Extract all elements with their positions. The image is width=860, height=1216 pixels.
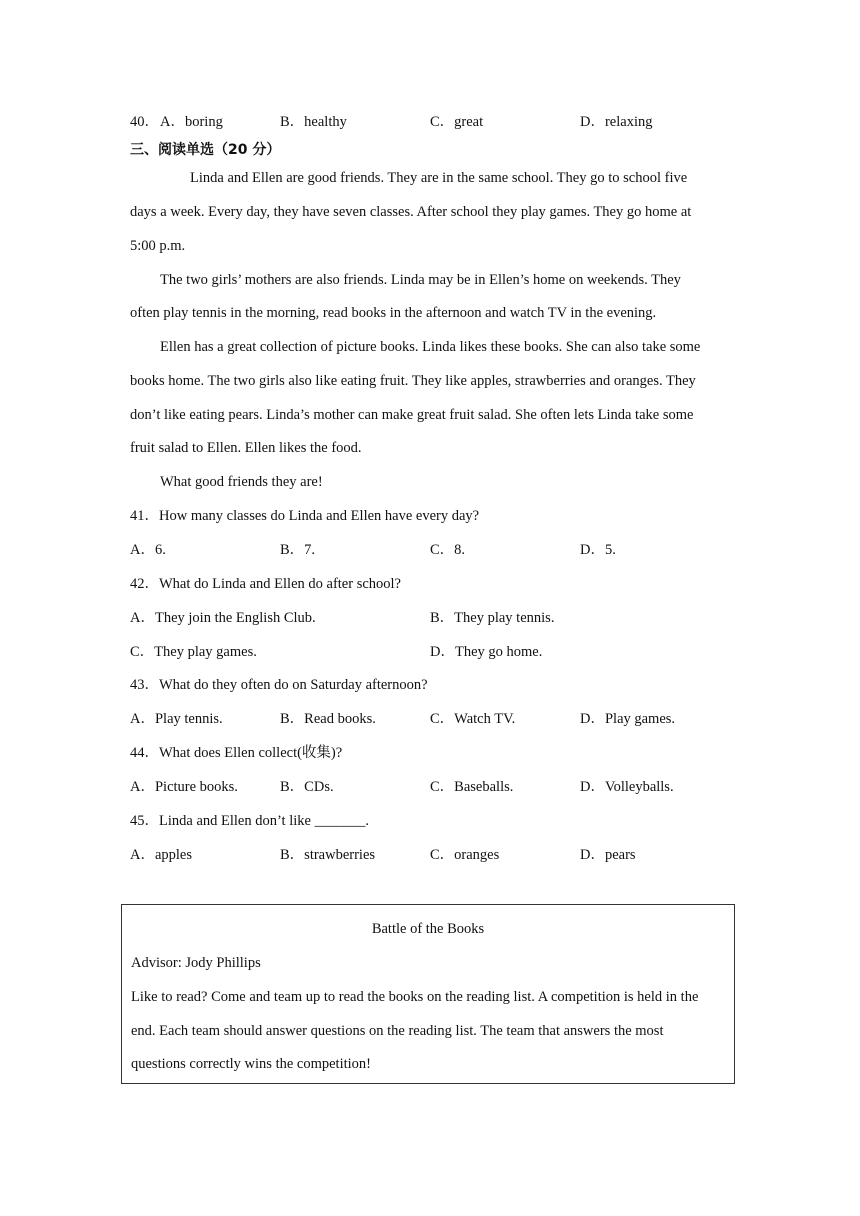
q42-option-a: A．They join the English Club. <box>130 610 316 626</box>
q40-option-a: A．boring <box>160 114 223 130</box>
q42-option-b: B．They play tennis. <box>430 610 555 626</box>
passage-line: The two girls’ mothers are also friends. Linda may be in Ellen’s home on weekends. They <box>160 272 681 288</box>
q43-stem: 43．What do they often do on Saturday afternoon? <box>130 677 428 693</box>
passage-line: Linda and Ellen are good friends. They are in the same school. They go to school five <box>190 170 688 186</box>
q41-option-d: D．5. <box>580 542 616 558</box>
passage-line: books home. The two girls also like eating fruit. They like apples, strawberries and oranges. They <box>130 373 696 389</box>
q44-option-a: A．Picture books. <box>130 779 238 795</box>
notice-text-line: Like to read? Come and team up to read the books on the reading list. A competition is held in the <box>131 989 699 1005</box>
q43-option-c: C．Watch TV. <box>430 711 516 727</box>
q40-option-d: D．relaxing <box>580 114 653 130</box>
passage-line: fruit salad to Ellen. Ellen likes the food. <box>130 440 362 456</box>
q43-option-d: D．Play games. <box>580 711 676 727</box>
q40-option-c: C．great <box>430 114 484 130</box>
q44-option-c: C．Baseballs. <box>430 779 514 795</box>
q40-option-b: B．healthy <box>280 114 347 130</box>
passage-line: days a week. Every day, they have seven classes. After school they play games. They go home at <box>130 204 692 220</box>
passage-line: often play tennis in the morning, read books in the afternoon and watch TV in the evening. <box>130 305 657 321</box>
q41-option-b: B．7. <box>280 542 316 558</box>
q42-stem: 42．What do Linda and Ellen do after school? <box>130 576 401 592</box>
q45-stem: 45．Linda and Ellen don’t like _______. <box>130 813 369 829</box>
q43-option-b: B．Read books. <box>280 711 376 727</box>
notice-advisor: Advisor: Jody Phillips <box>131 955 261 971</box>
passage-line: What good friends they are! <box>160 474 323 490</box>
section-title: 三、阅读单选（20 分） <box>130 142 281 158</box>
passage-line: Ellen has a great collection of picture books. Linda likes these books. She can also take some <box>160 339 701 355</box>
q43-option-a: A．Play tennis. <box>130 711 223 727</box>
q41-stem: 41．How many classes do Linda and Ellen have every day? <box>130 508 480 524</box>
q44-option-d: D．Volleyballs. <box>580 779 674 795</box>
notice-box <box>121 904 735 1084</box>
q44-option-b: B．CDs. <box>280 779 334 795</box>
q45-option-b: B．strawberries <box>280 847 376 863</box>
passage-line: don’t like eating pears. Linda’s mother can make great fruit salad. She often lets Linda take some <box>130 407 694 423</box>
q44-stem: 44．What does Ellen collect(收集)? <box>130 745 343 761</box>
q40-number: 40． <box>130 114 159 130</box>
notice-text-line: questions correctly wins the competition! <box>131 1056 372 1072</box>
q42-option-d: D．They go home. <box>430 644 543 660</box>
q45-option-c: C．oranges <box>430 847 500 863</box>
notice-text-line: end. Each team should answer questions on the reading list. The team that answers the most <box>131 1023 664 1039</box>
q45-option-d: D．pears <box>580 847 636 863</box>
q45-option-a: A．apples <box>130 847 193 863</box>
q41-option-a: A．6. <box>130 542 166 558</box>
q41-option-c: C．8. <box>430 542 466 558</box>
notice-title: Battle of the Books <box>371 921 485 937</box>
q42-option-c: C．They play games. <box>130 644 257 660</box>
passage-line: 5:00 p.m. <box>130 238 186 254</box>
